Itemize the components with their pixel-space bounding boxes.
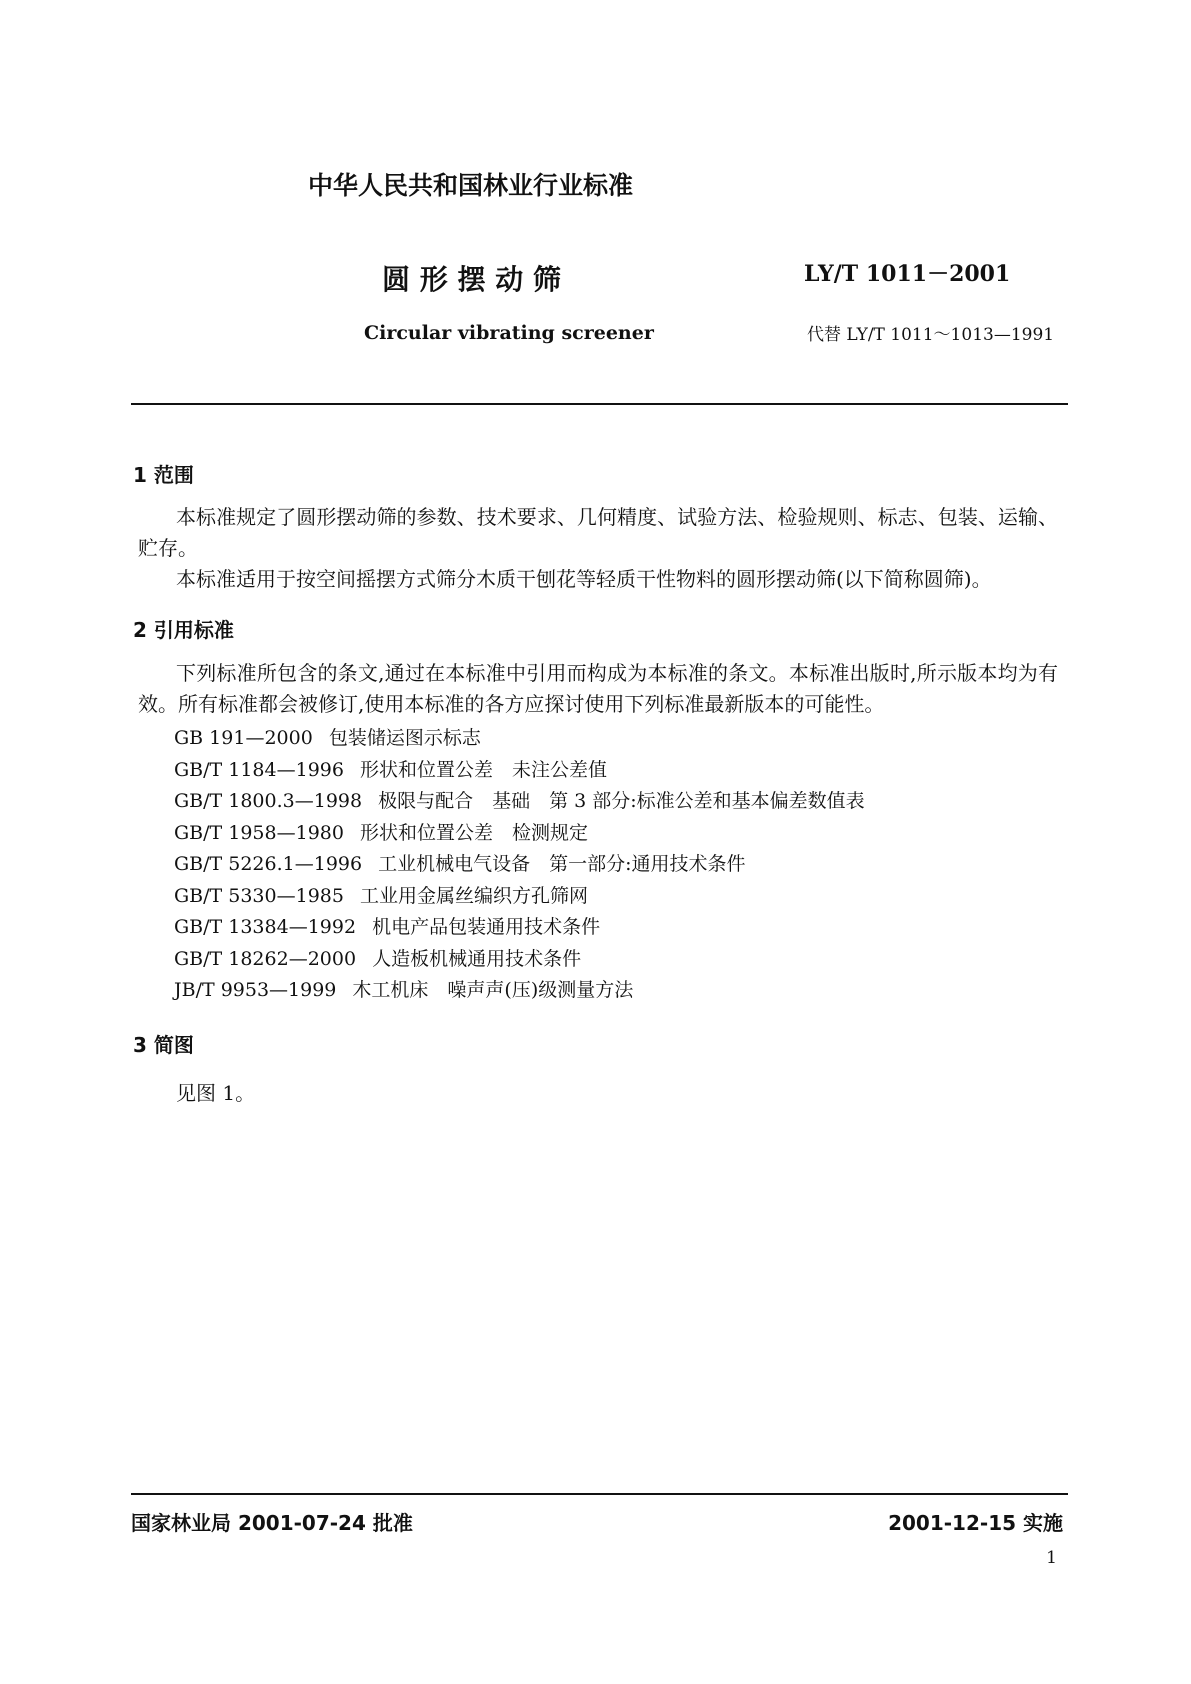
reference-code: GB/T 5330—1985 — [174, 884, 344, 907]
section-heading-references: 2 引用标准 — [133, 618, 234, 642]
reference-code: GB/T 1958—1980 — [174, 821, 344, 844]
reference-code: GB/T 1800.3—1998 — [174, 790, 363, 812]
reference-title: 极限与配合 基础 第 3 部分:标准公差和基本偏差数值表 — [378, 790, 865, 812]
reference-list — [174, 723, 865, 1007]
replaces-note: 代替 LY/T 1011～1013—1991 — [807, 325, 1055, 345]
org-title: 中华人民共和国林业行业标准 — [308, 171, 634, 200]
reference-code: GB/T 5226.1—1996 — [174, 853, 363, 875]
reference-title: 形状和位置公差 检测规定 — [359, 821, 588, 844]
reference-item — [174, 723, 865, 755]
diagram-reference-text: 见图 1。 — [176, 1081, 256, 1105]
reference-title: 包装储运图示标志 — [328, 727, 481, 749]
reference-code: GB/T 13384—1992 — [174, 916, 357, 938]
effective-date: 2001-12-15 实施 — [888, 1511, 1063, 1535]
reference-title: 木工机床 噪声声(压)级测量方法 — [352, 979, 634, 1001]
footer-divider — [131, 1493, 1068, 1495]
approval-date: 国家林业局 2001-07-24 批准 — [131, 1511, 413, 1535]
scope-paragraph-2: 本标准适用于按空间摇摆方式筛分木质干刨花等轻质干性物料的圆形摆动筛(以下简称圆筛)。 — [176, 567, 992, 591]
scope-paragraph-1: 本标准规定了圆形摆动筛的参数、技术要求、几何精度、试验方法、检验规则、标志、包装、运输、贮存。 — [138, 505, 1058, 560]
reference-item — [174, 849, 865, 881]
reference-item — [174, 818, 865, 850]
reference-item — [174, 881, 865, 913]
doc-title-en: Circular vibrating screener — [364, 322, 654, 344]
reference-item — [174, 755, 865, 787]
reference-item — [174, 975, 865, 1007]
reference-code: GB/T 1184—1996 — [174, 758, 344, 781]
standard-number: LY/T 1011－2001 — [804, 261, 1011, 287]
reference-item — [174, 786, 865, 818]
reference-title: 形状和位置公差 未注公差值 — [359, 758, 607, 781]
section-heading-scope: 1 范围 — [133, 463, 194, 487]
section-heading-diagram: 3 简图 — [133, 1033, 194, 1057]
reference-item — [174, 944, 865, 976]
reference-title: 人造板机械通用技术条件 — [372, 947, 582, 970]
reference-title: 工业用金属丝编织方孔筛网 — [359, 884, 588, 907]
doc-title-cn: 圆 形 摆 动 筛 — [382, 263, 561, 296]
reference-code: JB/T 9953—1999 — [174, 979, 337, 1001]
reference-code: GB 191—2000 — [174, 727, 313, 749]
references-intro: 下列标准所包含的条文,通过在本标准中引用而构成为本标准的条文。本标准出版时,所示版本均为有效。所有标准都会被修订,使用本标准的各方应探讨使用下列标准最新版本的可能性。 — [138, 661, 1058, 716]
reference-item — [174, 912, 865, 944]
reference-title: 机电产品包装通用技术条件 — [372, 916, 601, 938]
page-number: 1 — [1046, 1548, 1057, 1568]
reference-code: GB/T 18262—2000 — [174, 947, 357, 970]
header-divider — [131, 403, 1068, 405]
reference-title: 工业机械电气设备 第一部分:通用技术条件 — [378, 853, 746, 875]
